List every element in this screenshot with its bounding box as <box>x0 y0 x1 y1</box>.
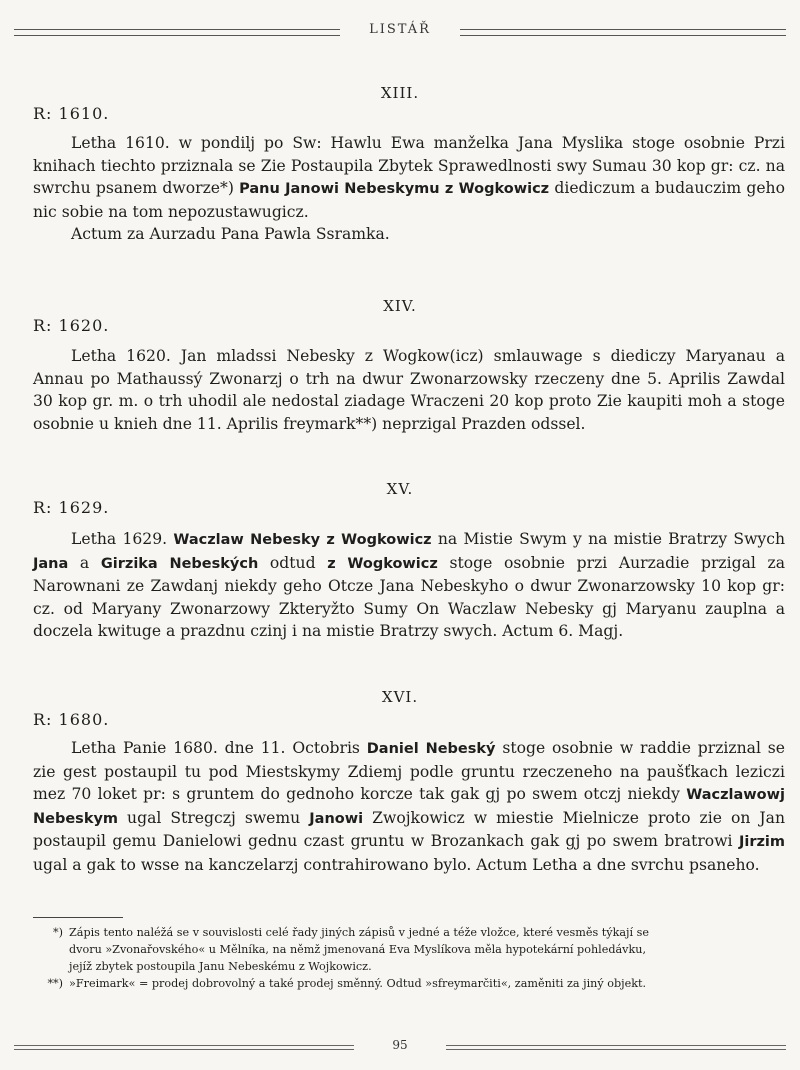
running-head-title: LISTÁŘ <box>369 22 431 37</box>
text-run: Letha 1610. w pondilj po Sw: Hawlu Ewa manželka Jana Myslika stoge osobnie Przi knihach tiechto prziznala se Zie Postaupila Zbytek Sprawedlnosti swy Sumau 30 kop gr: cz. na swrchu psanem dworze*) <box>33 134 785 197</box>
bold-name-run: Jirzim <box>738 834 785 850</box>
paragraph <box>33 528 785 643</box>
bold-name-run: z Wogkowicz <box>327 555 438 572</box>
bold-name-run: Janowi <box>309 810 364 827</box>
paragraph <box>33 132 785 223</box>
text-run: stoge osobnie w raddie prziznal se zie gest postaupil tu pod Miestskymy Zdiemj podle gruntu rzeczeneho na paušťkach leziczi mez 70 loket pr: s gruntem do gednoho korcze tak gak gj po swem otczj niekdy <box>33 739 785 803</box>
bold-name-run: Girzika Nebeských <box>100 555 259 572</box>
bold-name-run: Jana <box>33 555 69 572</box>
footnote-text: Zápis tento naléžá se v souvislosti celé řady jiných zápisů v jedné a téže vložce, které vesměs týkají se <box>69 926 649 939</box>
footnote-text: »Freimark« = prodej dobrovolný a také prodej směnný. Odtud »sfreymarčiti«, zaměniti za jiný objekt. <box>69 977 647 990</box>
running-head <box>14 22 786 42</box>
bold-name-run: Daniel Nebeský <box>366 741 496 757</box>
entry-heading: XVI. <box>381 688 419 706</box>
text-run: Zwojkowicz w miestie Mielnicze proto zie on Jan postaupil gemu Danielowi gednu czast gruntu w Brozankach gak gj po swem bratrowi <box>33 808 785 850</box>
footnote-separator <box>33 917 123 918</box>
footnote-mark: **) <box>47 977 63 990</box>
footnote <box>33 924 785 941</box>
footnote-continuation: jejíž zbytek postoupila Janu Nebeskému z Wojkowicz. <box>69 960 372 973</box>
entry-heading: XV. <box>386 480 414 498</box>
text-run: Letha 1620. Jan mladssi Nebesky z Wogkow(icz) smlauwage s diediczy Maryanau a Annau po Mathaussý Zwonarzj o trh na dwur Zwonarzowsky rzeczeny dne 5. Aprilis Zawdal 30 kop gr. m. o trh uhodil ale nedostal ziadage Wraczeni 20 kop proto Zie kaupiti moh a stoge osobnie u knieh dne 11. Aprilis freymark**) neprzigal Prazden odssel. <box>33 347 785 433</box>
header-rule-right <box>460 29 786 36</box>
text-run: a <box>68 553 101 572</box>
text-run: diediczum a budauczim geho nic sobie na tom nepozustawugicz. <box>33 179 785 221</box>
text-run: na Mistie Swym y na mistie Bratrzy Swych <box>431 530 786 548</box>
text-run: Letha 1629. <box>71 530 174 548</box>
text-run: Letha Panie 1680. dne 11. Octobris <box>71 739 367 757</box>
entry-heading: XIV. <box>383 297 417 315</box>
footnote <box>33 975 785 992</box>
footer-rule-left <box>14 1045 354 1050</box>
bold-name-run: Waczlaw Nebesky z Wogkowicz <box>173 532 432 548</box>
entry-text <box>33 737 785 876</box>
text-run: odtud <box>258 553 328 572</box>
paragraph <box>33 737 785 876</box>
entry-text <box>33 528 785 643</box>
entry-text <box>33 345 785 435</box>
entry-year: R: 1680. <box>33 710 110 729</box>
footer-rule-right <box>446 1045 786 1050</box>
paragraph <box>33 345 785 435</box>
footnote-mark: *) <box>53 926 63 939</box>
paragraph <box>33 223 785 246</box>
entry-year: R: 1610. <box>33 104 110 123</box>
text-run: stoge osobnie przi Aurzadie przigal za Narownani ze Zawdanj niekdy geho Otcze Jana Nebeskyho o dwur Zwonarzowsky 10 kop gr: cz. od Maryany Zwonarzowy Zkteryžto Sumy On Waczlaw Nebesky gj Maryanu zauplna a doczela kwituge a prazdnu czinj i na mistie Bratrzy swych. Actum 6. Magj. <box>33 553 786 640</box>
header-rule-left <box>14 29 340 36</box>
page-footer <box>14 1038 786 1054</box>
bold-name-run: Waczlawowj Nebeskym <box>33 787 785 827</box>
entry-year: R: 1629. <box>33 498 110 517</box>
text-run: Actum za Aurzadu Pana Pawla Ssramka. <box>71 225 390 243</box>
entry-year: R: 1620. <box>33 316 110 335</box>
bold-name-run: Panu Janowi Nebeskymu z Wogkowicz <box>239 181 550 197</box>
text-run: ugal Stregczj swemu <box>118 808 310 827</box>
entry-heading: XIII. <box>380 84 420 102</box>
text-run: ugal a gak to wsse na kanczelarzj contrahirowano bylo. Actum Letha a dne svrchu psaneho. <box>33 855 760 874</box>
entry-text <box>33 132 785 246</box>
footnotes <box>33 924 785 992</box>
page-number: 95 <box>392 1038 408 1052</box>
footnote-continuation: dvoru »Zvonařovského« u Mělníka, na němž jmenovaná Eva Myslíkova měla hypotekární pohledávku, <box>69 943 647 956</box>
